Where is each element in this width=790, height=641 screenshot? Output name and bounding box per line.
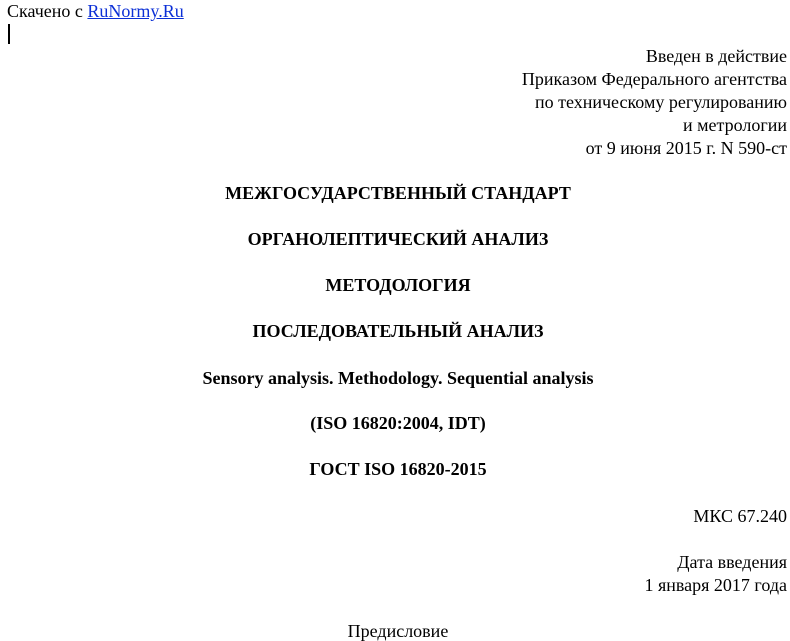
preface-heading: Предисловие — [347, 621, 449, 641]
title-line-3: ПОСЛЕДОВАТЕЛЬНЫЙ АНАЛИЗ — [252, 321, 544, 341]
enactment-line-5: от 9 июня 2015 г. N 590-ст — [585, 138, 787, 158]
effective-date-value: 1 января 2017 года — [644, 575, 787, 595]
runormy-link[interactable]: RuNormy.Ru — [87, 1, 184, 21]
title-line-1: ОРГАНОЛЕПТИЧЕСКИЙ АНАЛИЗ — [247, 229, 549, 249]
enactment-line-1: Введен в действие — [645, 46, 787, 66]
standard-type-heading: МЕЖГОСУДАРСТВЕННЫЙ СТАНДАРТ — [225, 183, 571, 203]
iso-reference: (ISO 16820:2004, IDT) — [310, 413, 486, 433]
english-title: Sensory analysis. Methodology. Sequential analysis — [202, 368, 594, 388]
source-prefix: Скачено с — [7, 1, 88, 21]
text-cursor — [8, 24, 10, 44]
enactment-block — [522, 45, 787, 160]
gost-code: ГОСТ ISO 16820-2015 — [309, 459, 487, 479]
mks-code: МКС 67.240 — [693, 506, 787, 526]
enactment-line-3: по техническому регулированию — [534, 92, 787, 112]
enactment-line-4: и метрологии — [683, 115, 787, 135]
effective-date-label: Дата введения — [677, 552, 787, 572]
title-line-2: МЕТОДОЛОГИЯ — [325, 275, 471, 295]
source-line — [7, 0, 184, 23]
enactment-line-2: Приказом Федерального агентства — [521, 69, 787, 89]
